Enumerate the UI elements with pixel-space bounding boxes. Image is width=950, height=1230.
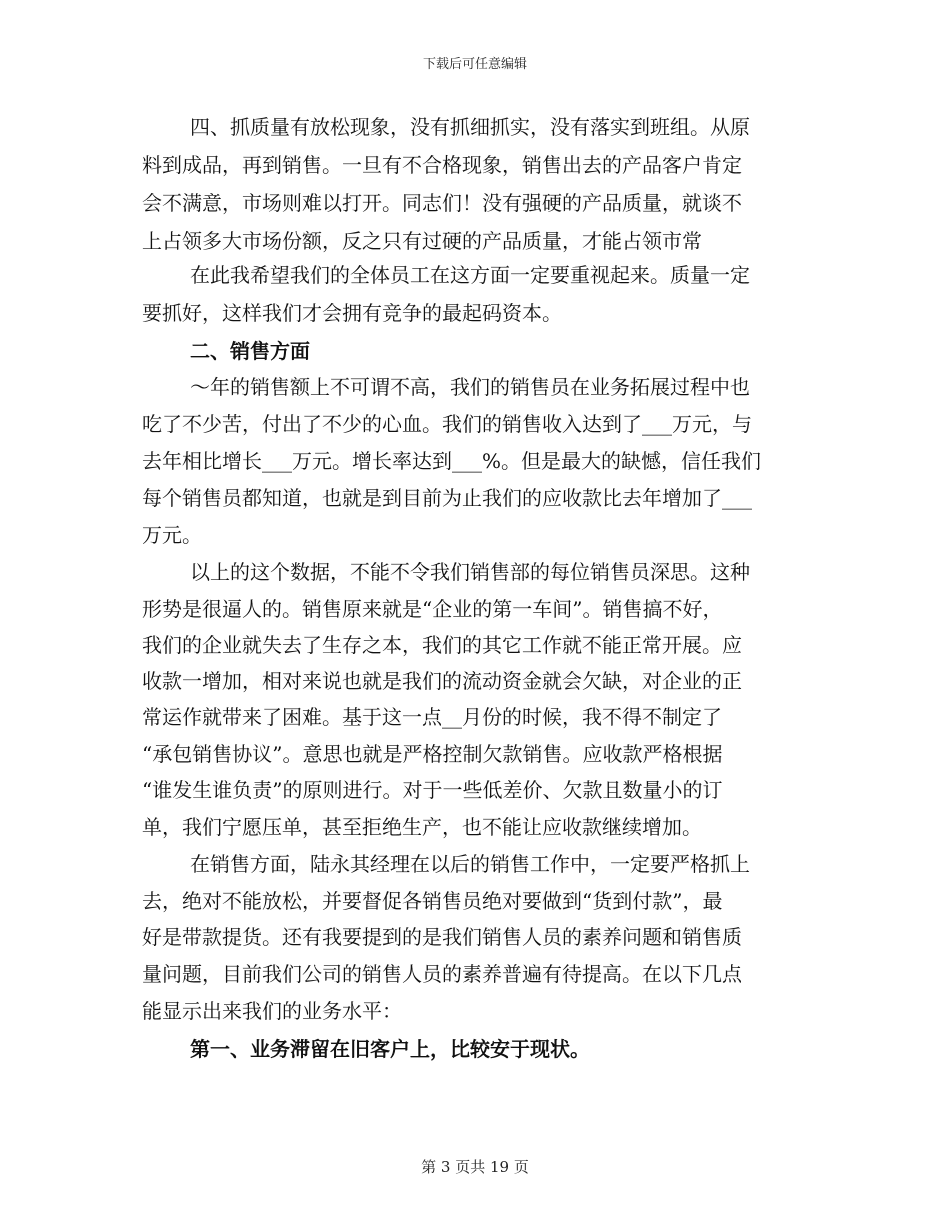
section-heading: 二、销售方面 xyxy=(190,339,310,363)
text-line: 以上的这个数据，不能不令我们销售部的每位销售员深思。这种 xyxy=(190,560,750,584)
text-line: “谁发生谁负责”的原则进行。对于一些低差价、欠款且数量小的订 xyxy=(142,778,723,802)
text-line: 量问题，目前我们公司的销售人员的素养普遍有待提高。在以下几点 xyxy=(142,962,742,986)
text-line: 上占领多大市场份额，反之只有过硬的产品质量，才能占领市常 xyxy=(142,229,702,253)
text-line: 料到成品，再到销售。一旦有不合格现象，销售出去的产品客户肯定 xyxy=(142,153,742,177)
text-line: 单，我们宁愿压单，甚至拒绝生产，也不能让应收款继续增加。 xyxy=(142,815,702,839)
text-line: 去年相比增长___万元。增长率达到___%。但是最大的缺憾，信任我们 xyxy=(142,449,762,473)
page-header: 下载后可任意编辑 xyxy=(422,57,527,72)
text-line: 形势是很逼人的。销售原来就是“企业的第一车间”。销售搞不好， xyxy=(142,597,723,621)
text-line: 收款一增加，相对来说也就是我们的流动资金就会欠缺，对企业的正 xyxy=(142,669,742,693)
text-line: 会不满意，市场则难以打开。同志们！没有强硬的产品质量，就谈不 xyxy=(142,191,742,215)
text-line: 要抓好，这样我们才会拥有竞争的最起码资本。 xyxy=(142,301,562,325)
text-line: 常运作就带来了困难。基于这一点__月份的时候，我不得不制定了 xyxy=(142,705,722,729)
text-line: ～年的销售额上不可谓不高，我们的销售员在业务拓展过程中也 xyxy=(190,375,750,399)
text-line: 吃了不少苦，付出了不少的心血。我们的销售收入达到了___万元，与 xyxy=(142,412,752,436)
text-line: 万元。 xyxy=(142,523,202,547)
text-line: 去，绝对不能放松，并要督促各销售员绝对要做到“货到付款”，最 xyxy=(142,889,723,913)
text-line: 四、抓质量有放松现象，没有抓细抓实，没有落实到班组。从原 xyxy=(190,115,750,139)
text-line: 在此我希望我们的全体员工在这方面一定要重视起来。质量一定 xyxy=(190,263,750,287)
text-line: 好是带款提货。还有我要提到的是我们销售人员的素养问题和销售质 xyxy=(142,925,742,949)
section-heading: 第一、业务滞留在旧客户上，比较安于现状。 xyxy=(190,1037,590,1061)
text-line: “承包销售协议”。意思也就是严格控制欠款销售。应收款严格根据 xyxy=(142,742,723,766)
text-line: 我们的企业就失去了生存之本，我们的其它工作就不能正常开展。应 xyxy=(142,633,742,657)
page-footer: 第 3 页共 19 页 xyxy=(421,1158,529,1176)
text-line: 能显示出来我们的业务水平： xyxy=(142,999,402,1023)
text-line: 在销售方面，陆永其经理在以后的销售工作中，一定要严格抓上 xyxy=(190,852,750,876)
text-line: 每个销售员都知道，也就是到目前为止我们的应收款比去年增加了___ xyxy=(142,486,752,510)
